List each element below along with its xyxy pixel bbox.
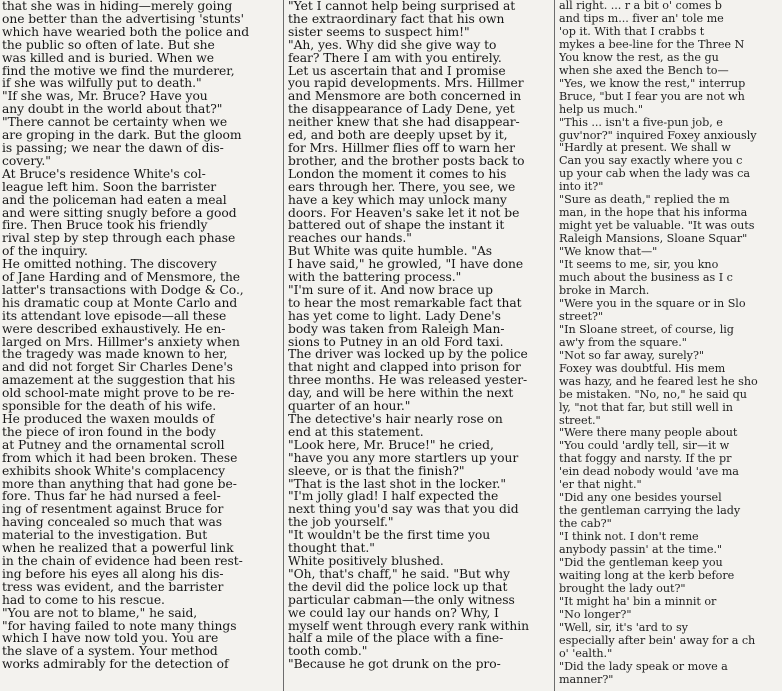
text-line: Bruce, "but I fear you are not wh	[559, 89, 745, 103]
text-line: ed, and both are deeply upset by it,	[288, 128, 508, 143]
text-line: "Sure as death," replied the m	[559, 193, 730, 207]
text-line: the slave of a system. Your method	[2, 644, 218, 659]
text-line: Can you say exactly where you c	[559, 154, 743, 168]
text-line: you rapid developments. Mrs. Hillmer	[288, 76, 524, 91]
text-line: 'ein dead nobody would 'ave ma	[559, 465, 739, 479]
text-line: exhibits shook White's complacency	[2, 463, 226, 478]
text-line: "Oh, that's chaff," he said. "But why	[288, 566, 510, 581]
text-line: Raleigh Mansions, Sloane Squar"	[559, 232, 748, 246]
text-line: broke in March.	[559, 283, 650, 297]
text-line: fire. Then Bruce took his friendly	[2, 218, 208, 233]
text-line: "have you any more startlers up your	[288, 450, 519, 465]
text-line: in the chain of evidence had been rest-	[2, 553, 243, 568]
text-line: was killed and is buried. When we	[2, 50, 214, 65]
text-line: At Bruce's residence White's col-	[2, 166, 206, 181]
text-line: reaches our hands."	[288, 231, 412, 246]
text-line: that foggy and narsty. If the pr	[559, 452, 732, 466]
text-line: "Did the gentleman keep you	[559, 555, 723, 569]
text-line: had to come to his rescue.	[2, 592, 165, 607]
text-line: covery."	[2, 153, 51, 168]
text-line: "It wouldn't be the first time you	[288, 528, 491, 543]
text-line: "Were you in the square or in Slo	[559, 296, 746, 310]
text-line: all right. ... r a bit o' comes b	[559, 0, 722, 12]
text-line: "There cannot be certainty when we	[2, 115, 228, 130]
text-line: White positively blushed.	[288, 553, 444, 568]
text-line: works admirably for the detection of	[2, 657, 229, 672]
text-line: ing before his eyes all along his dis-	[2, 566, 224, 581]
text-line: "I think not. I don't reme	[559, 530, 699, 544]
text-line: guv'nor?" inquired Foxey anxiously	[559, 128, 757, 142]
text-line: "Did the lady speak or move a	[559, 659, 728, 673]
text-line: the disappearance of Lady Dene, yet	[288, 102, 515, 117]
text-line: "for having failed to note many things	[2, 618, 237, 633]
text-column-right	[559, 0, 782, 691]
text-line: the public so often of late. But she	[2, 37, 215, 52]
text-line: aw'y from the square."	[559, 335, 687, 349]
text-line: waiting long at the kerb before	[559, 568, 735, 582]
text-line: thought that."	[288, 541, 375, 556]
text-line: and were sitting snugly before a good	[2, 205, 237, 220]
text-line: sions to Putney in an old Ford taxi.	[288, 334, 504, 349]
text-line: "I'm jolly glad! I half expected the	[288, 489, 499, 504]
text-line: latter's transactions with Dodge & Co.,	[2, 282, 244, 297]
text-line: Foxey was doubtful. His mem	[559, 361, 726, 375]
text-line: "I'm sure of it. And now brace up	[288, 282, 493, 297]
text-line: his dramatic coup at Monte Carlo and	[2, 295, 238, 310]
text-column-left	[0, 0, 278, 691]
text-line: "Yet I cannot help being surprised at	[288, 0, 516, 13]
text-line: larged on Mrs. Hillmer's anxiety when	[2, 334, 240, 349]
text-line: the piece of iron found in the body	[2, 424, 216, 439]
text-line: the tragedy was made known to her,	[2, 347, 228, 362]
text-line: help us much."	[559, 102, 643, 116]
text-line: body was taken from Raleigh Man-	[288, 321, 505, 336]
text-line: The detective's hair nearly rose on	[288, 412, 503, 426]
text-line: sister seems to suspect him!"	[288, 24, 470, 39]
text-line: tress was evident, and the barrister	[2, 579, 224, 594]
text-line: three months. He was released yester-	[288, 373, 528, 388]
text-line: "Did any one besides yoursel	[559, 491, 722, 505]
text-line: more than anything that had gone be-	[2, 476, 237, 491]
text-line: was hazy, and he feared lest he sho	[559, 374, 758, 388]
text-line: "In Sloane street, of course, lig	[559, 322, 734, 336]
text-line: "Hardly at present. We shall w	[559, 141, 731, 155]
text-line: from which it had been broken. These	[2, 450, 238, 465]
text-line: myself went through every rank within	[288, 618, 529, 633]
text-line: one better than the advertising 'stunts'	[2, 11, 244, 26]
text-line: material to the investigation. But	[2, 528, 208, 543]
text-line: "Well, sir, it's 'ard to sy	[559, 620, 688, 634]
text-line: doors. For Heaven's sake let it not be	[288, 205, 520, 220]
text-line: street?"	[559, 309, 604, 323]
text-line: up your cab when the lady was ca	[559, 167, 750, 181]
text-line: that she was in hiding—merely going	[2, 0, 233, 13]
text-line: the job yourself."	[288, 515, 394, 530]
text-line: "You are not to blame," he said,	[2, 605, 198, 620]
text-line: man, in the hope that his informa	[559, 206, 748, 220]
text-line: were described exhaustively. He en-	[2, 321, 226, 336]
text-line: amazement at the suggestion that his	[2, 373, 236, 388]
text-line: when she axed the Bench to—	[559, 63, 729, 77]
text-line: old school-mate might prove to be re-	[2, 386, 235, 401]
text-line: fore. Thus far he had nursed a feel-	[2, 489, 221, 504]
text-line: sleeve, or is that the finish?"	[288, 463, 465, 478]
text-line: ears through her. There, you see, we	[288, 179, 516, 194]
text-line: the extraordinary fact that his own	[288, 11, 505, 26]
text-line: sponsible for the death of his wife.	[2, 399, 217, 414]
text-line: are groping in the dark. But the gloom	[2, 128, 242, 143]
text-line: and the policeman had eaten a meal	[2, 192, 227, 207]
column-divider	[554, 0, 555, 691]
text-line: find the motive we find the murderer,	[2, 63, 235, 78]
text-line: league left him. Soon the barrister	[2, 179, 217, 194]
text-line: be mistaken. "No, no," he said qu	[559, 387, 747, 401]
text-line: He produced the waxen moulds of	[2, 412, 215, 426]
text-line: "Ah, yes. Why did she give way to	[288, 37, 497, 52]
text-line: and tips m... fiver an' tole me	[559, 11, 724, 25]
text-line: day, and will be here within the next	[288, 386, 514, 401]
text-line: "No longer?"	[559, 607, 632, 621]
text-line: the cab?"	[559, 517, 612, 531]
text-line: is passing; we near the dawn of dis-	[2, 140, 224, 155]
text-line: rival step by step through each phase	[2, 231, 236, 246]
text-line: have a key which may unlock many	[288, 192, 507, 207]
text-line: brought the lady out?"	[559, 581, 686, 595]
text-line: "It might ha' bin a minnit or	[559, 594, 717, 608]
text-line: that night and clapped into prison for	[288, 360, 521, 375]
text-line: end at this statement.	[288, 424, 424, 439]
text-line: quarter of an hour."	[288, 399, 411, 414]
text-line: I have said," he growled, "I have done	[288, 257, 524, 272]
text-line: to hear the most remarkable fact that	[288, 295, 522, 310]
text-line: Let us ascertain that and I promise	[288, 63, 506, 78]
text-line: if she was wilfully put to death."	[2, 76, 202, 91]
text-line: of Jane Harding and of Mensmore, the	[2, 270, 241, 285]
text-line: for Mrs. Hillmer flies off to warn her	[288, 140, 515, 155]
text-line: 'op it. With that I crabbs t	[559, 24, 705, 38]
text-line: having concealed so much that was	[2, 515, 223, 530]
text-line: the devil did the police lock up that	[288, 579, 508, 594]
text-line: o' 'ealth."	[559, 646, 613, 660]
text-line: 'er that night."	[559, 478, 642, 492]
text-line: which I have now told you. You are	[2, 631, 219, 646]
text-line: "If she was, Mr. Bruce? Have you	[2, 89, 208, 104]
text-line: which have wearied both the police and	[2, 24, 250, 39]
text-line: might yet be valuable. "It was outs	[559, 219, 755, 233]
text-line: much about the business as I c	[559, 271, 733, 285]
text-line: "It seems to me, sir, you kno	[559, 258, 719, 272]
text-line: brother, and the brother posts back to	[288, 153, 525, 168]
text-line: with the battering process."	[288, 270, 462, 285]
text-line: especially after bein' away for a ch	[559, 633, 756, 647]
text-line: into it?"	[559, 180, 604, 194]
text-line: any doubt in the world about that?"	[2, 102, 223, 117]
text-line: "That is the last shot in the locker."	[288, 476, 507, 491]
text-line: and Mensmore are both concerned in	[288, 89, 522, 104]
text-line: He omitted nothing. The discovery	[2, 257, 217, 272]
text-line: manner?"	[559, 672, 614, 686]
text-column-middle	[288, 0, 550, 691]
text-line: "Because he got drunk on the pro-	[288, 657, 501, 672]
text-line: "You could 'ardly tell, sir—it w	[559, 439, 730, 453]
text-line: ing of resentment against Bruce for	[2, 502, 224, 517]
text-line: "Look here, Mr. Bruce!" he cried,	[288, 437, 494, 452]
text-line: mykes a bee-line for the Three N	[559, 37, 745, 51]
text-line: "This ... isn't a five-pun job, e	[559, 115, 723, 129]
text-line: next thing you'd say was that you did	[288, 502, 519, 517]
text-line: "Were there many people about	[559, 426, 738, 440]
text-line: The driver was locked up by the police	[288, 347, 528, 362]
text-line: has yet come to light. Lady Dene's	[288, 308, 501, 323]
text-line: particular cabman—the only witness	[288, 592, 515, 607]
text-line: and did not forget Sir Charles Dene's	[2, 360, 233, 375]
text-line: But White was quite humble. "As	[288, 244, 493, 259]
text-line: we could lay our hands on? Why, I	[288, 605, 499, 620]
text-line: You know the rest, as the gu	[559, 50, 719, 64]
text-line: at Putney and the ornamental scroll	[2, 437, 225, 452]
text-line: "Not so far away, surely?"	[559, 348, 704, 362]
text-line: neither knew that she had disappear-	[288, 115, 520, 130]
text-line: anybody passin' at the time."	[559, 543, 723, 557]
text-line: ly, "not that far, but still well in	[559, 400, 733, 414]
text-line: fear? There I am with you entirely.	[288, 50, 502, 65]
text-line: of the inquiry.	[2, 244, 88, 259]
text-line: the gentleman carrying the lady	[559, 504, 741, 518]
text-line: half a mile of the place with a fine-	[288, 631, 504, 646]
column-divider	[283, 0, 284, 691]
text-line: when he realized that a powerful link	[2, 541, 234, 556]
text-line: street."	[559, 413, 601, 427]
text-line: tooth comb."	[288, 644, 368, 659]
text-line: "We know that—"	[559, 245, 658, 259]
text-line: battered out of shape the instant it	[288, 218, 505, 233]
text-line: "Yes, we know the rest," interrup	[559, 76, 746, 90]
text-line: London the moment it comes to his	[288, 166, 507, 181]
text-line: its attendant love episode—all these	[2, 308, 227, 323]
